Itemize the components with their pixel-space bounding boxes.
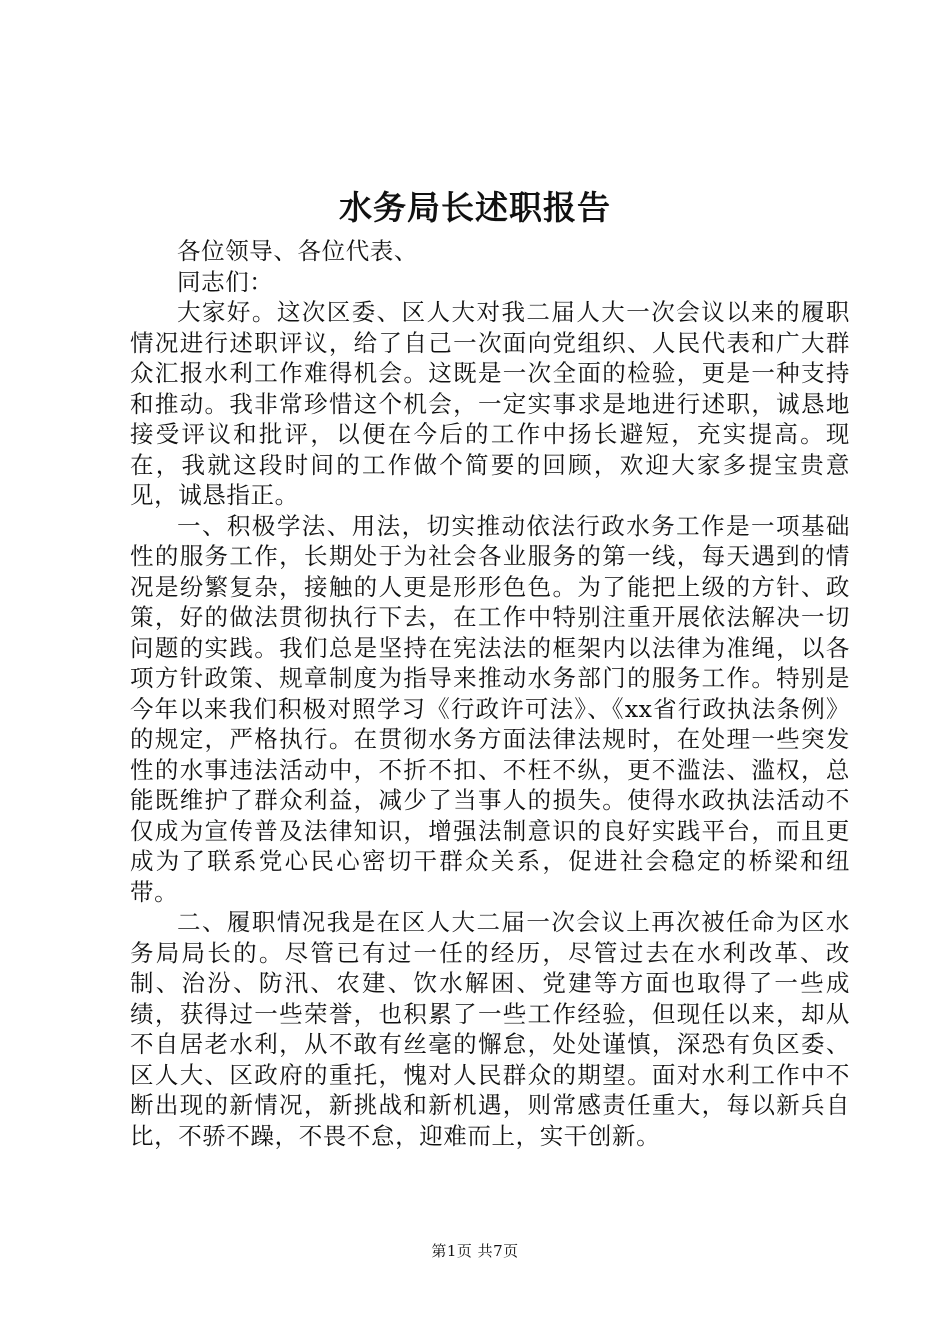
document-body <box>130 236 850 1151</box>
paragraph-section-1: 一、积极学法、用法，切实推动依法行政水务工作是一项基础性的服务工作，长期处于为社会各业服务的第一线，每天遇到的情况是纷繁复杂，接触的人更是形形色色。为了能把上级的方针、政策，好的做法贯彻执行下去，在工作中特别注重开展依法解决一切问题的实践。我们总是坚持在宪法法的框架内以法律为准绳，以各项方针政策、规章制度为指导来推动水务部门的服务工作。特别是今年以来我们积极对照学习《行政许可法》、《xx省行政执法条例》的规定，严格执行。在贯彻水务方面法律法规时，在处理一些突发性的水事违法活动中，不折不扣、不枉不纵，更不滥法、滥权，总能既维护了群众利益，减少了当事人的损失。使得水政执法活动不仅成为宣传普及法律知识，增强法制意识的良好实践平台，而且更成为了联系党心民心密切干群众关系，促进社会稳定的桥梁和纽带。 <box>130 511 850 906</box>
document-title: 水务局长述职报告 <box>339 188 611 227</box>
salutation-line-2: 同志们： <box>177 267 274 296</box>
salutation-line-1: 各位领导、各位代表、 <box>177 237 418 265</box>
paragraph-section-2: 二、履职情况我是在区人大二届一次会议上再次被任命为区水务局局长的。尽管已有过一任的经历，尽管过去在水利改革、改制、治汾、防汛、农建、饮水解困、党建等方面也取得了一些成绩，获得过一些荣誉，也积累了一些工作经验，但现任以来，却从不自居老水利，从不敢有丝毫的懈怠，处处谨慎，深恐有负区委、区人大、区政府的重托，愧对人民群众的期望。面对水利工作中不断出现的新情况，新挑战和新机遇，则常感责任重大，每以新兵自比，不骄不躁，不畏不怠，迎难而上，实干创新。 <box>130 908 850 1150</box>
page-number-footer: 第1页 共7页 <box>431 1242 519 1260</box>
paragraph-intro: 大家好。这次区委、区人大对我二届人大一次会议以来的履职情况进行述职评议，给了自己一次面向党组织、人民代表和广大群众汇报水利工作难得机会。这既是一次全面的检验，更是一种支持和推动。我非常珍惜这个机会，一定实事求是地进行述职，诚恳地接受评议和批评，以便在今后的工作中扬长避短，充实提高。现在，我就这段时间的工作做个简要的回顾，欢迎大家多提宝贵意见，诚恳指正。 <box>130 298 850 509</box>
